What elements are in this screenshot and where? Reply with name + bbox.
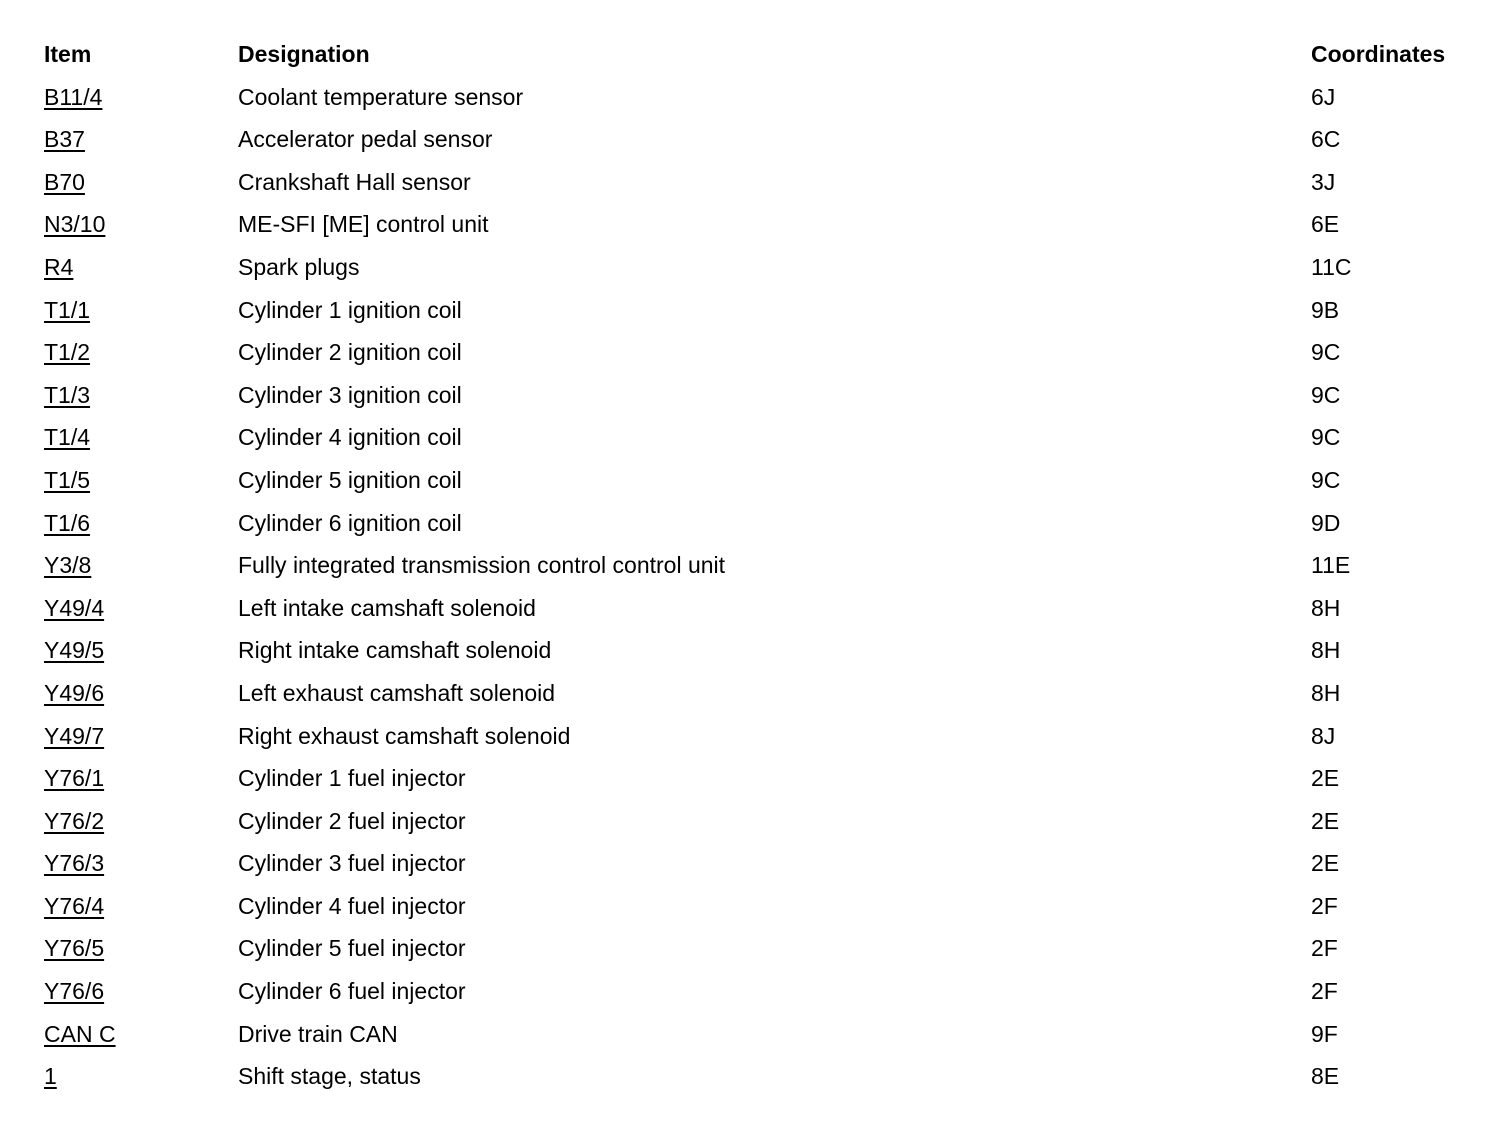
item-link[interactable]: CAN C xyxy=(44,1020,116,1047)
table-row xyxy=(44,757,1484,800)
table-row xyxy=(44,629,1484,672)
table-row xyxy=(44,161,1484,204)
designation-text: Cylinder 1 fuel injector xyxy=(238,765,466,792)
table-row xyxy=(44,1055,1484,1098)
designation-text: Left intake camshaft solenoid xyxy=(238,594,536,621)
coordinates-text: 8J xyxy=(1311,722,1336,749)
coordinates-text: 11C xyxy=(1311,253,1352,280)
coordinates-text: 9D xyxy=(1311,509,1341,536)
coordinates-text: 6E xyxy=(1311,211,1340,238)
item-link[interactable]: T1/3 xyxy=(44,381,91,408)
table-row xyxy=(44,1013,1484,1056)
coordinates-text: 8H xyxy=(1311,679,1341,706)
item-link[interactable]: B37 xyxy=(44,126,85,153)
designation-text: Cylinder 5 fuel injector xyxy=(238,935,466,962)
table-row xyxy=(44,118,1484,161)
item-link[interactable]: T1/6 xyxy=(44,509,91,536)
table-row xyxy=(44,842,1484,885)
table-row xyxy=(44,331,1484,374)
item-link[interactable]: Y49/4 xyxy=(44,594,105,621)
designation-text: Crankshaft Hall sensor xyxy=(238,168,471,195)
table-row xyxy=(44,289,1484,332)
item-link[interactable]: Y49/5 xyxy=(44,637,105,664)
header-designation: Designation xyxy=(238,41,370,67)
header-coordinates: Coordinates xyxy=(1311,41,1446,67)
coordinates-text: 2F xyxy=(1311,892,1338,919)
item-link[interactable]: Y76/1 xyxy=(44,765,105,792)
item-link[interactable]: Y76/4 xyxy=(44,892,105,919)
designation-text: Fully integrated transmission control control unit xyxy=(238,552,726,579)
designation-text: Cylinder 5 ignition coil xyxy=(238,466,462,493)
item-link[interactable]: B70 xyxy=(44,168,85,195)
designation-text: Right intake camshaft solenoid xyxy=(238,637,552,664)
table-row xyxy=(44,374,1484,417)
table-row xyxy=(44,587,1484,630)
item-link[interactable]: T1/1 xyxy=(44,296,91,323)
designation-text: Shift stage, status xyxy=(238,1063,421,1090)
designation-text: Cylinder 2 fuel injector xyxy=(238,807,466,834)
table-body xyxy=(44,76,1484,1098)
table-row xyxy=(44,927,1484,970)
coordinates-text: 6J xyxy=(1311,83,1336,110)
table-row xyxy=(44,203,1484,246)
item-link[interactable]: T1/4 xyxy=(44,424,91,451)
coordinates-text: 11E xyxy=(1311,552,1351,579)
designation-text: ME-SFI [ME] control unit xyxy=(238,211,489,238)
item-link[interactable]: Y76/3 xyxy=(44,850,105,877)
designation-text: Cylinder 2 ignition coil xyxy=(238,339,462,366)
designation-text: Accelerator pedal sensor xyxy=(238,126,493,153)
table-row xyxy=(44,76,1484,119)
table-row xyxy=(44,970,1484,1013)
table-header-row xyxy=(44,33,1484,76)
coordinates-text: 9F xyxy=(1311,1020,1338,1047)
coordinates-text: 6C xyxy=(1311,126,1341,153)
item-link[interactable]: Y3/8 xyxy=(44,552,92,579)
table-row xyxy=(44,544,1484,587)
table-row xyxy=(44,246,1484,289)
item-link[interactable]: Y76/2 xyxy=(44,807,105,834)
item-link[interactable]: Y76/6 xyxy=(44,978,105,1005)
item-link[interactable]: Y49/6 xyxy=(44,679,105,706)
coordinates-text: 2F xyxy=(1311,935,1338,962)
designation-text: Cylinder 4 fuel injector xyxy=(238,892,466,919)
designation-text: Spark plugs xyxy=(238,253,360,280)
table-row xyxy=(44,672,1484,715)
coordinates-text: 2E xyxy=(1311,807,1340,834)
designation-text: Cylinder 1 ignition coil xyxy=(238,296,462,323)
coordinates-text: 9C xyxy=(1311,424,1341,451)
coordinates-text: 9C xyxy=(1311,381,1341,408)
table-row xyxy=(44,885,1484,928)
coordinates-text: 2F xyxy=(1311,978,1338,1005)
designation-text: Coolant temperature sensor xyxy=(238,83,524,110)
coordinates-text: 2E xyxy=(1311,765,1340,792)
table-row xyxy=(44,800,1484,843)
item-link[interactable]: 1 xyxy=(44,1063,57,1090)
coordinates-text: 8H xyxy=(1311,637,1341,664)
table-row xyxy=(44,502,1484,545)
designation-text: Cylinder 6 ignition coil xyxy=(238,509,462,536)
item-link[interactable]: T1/2 xyxy=(44,339,91,366)
coordinates-text: 8H xyxy=(1311,594,1341,621)
header-item: Item xyxy=(44,41,92,67)
item-link[interactable]: N3/10 xyxy=(44,211,106,238)
table-row xyxy=(44,416,1484,459)
item-link[interactable]: R4 xyxy=(44,253,74,280)
designation-text: Right exhaust camshaft solenoid xyxy=(238,722,571,749)
item-link[interactable]: Y49/7 xyxy=(44,722,105,749)
coordinates-text: 3J xyxy=(1311,168,1336,195)
coordinates-text: 2E xyxy=(1311,850,1340,877)
coordinates-text: 8E xyxy=(1311,1063,1340,1090)
designation-text: Cylinder 3 fuel injector xyxy=(238,850,466,877)
item-link[interactable]: Y76/5 xyxy=(44,935,105,962)
designation-text: Cylinder 4 ignition coil xyxy=(238,424,462,451)
coordinates-text: 9C xyxy=(1311,466,1341,493)
designation-text: Drive train CAN xyxy=(238,1020,398,1047)
table-row xyxy=(44,459,1484,502)
item-link[interactable]: T1/5 xyxy=(44,466,91,493)
designation-text: Left exhaust camshaft solenoid xyxy=(238,679,556,706)
coordinates-text: 9C xyxy=(1311,339,1341,366)
designation-text: Cylinder 3 ignition coil xyxy=(238,381,462,408)
designation-text: Cylinder 6 fuel injector xyxy=(238,978,466,1005)
coordinates-text: 9B xyxy=(1311,296,1340,323)
item-link[interactable]: B11/4 xyxy=(44,83,103,110)
component-legend-table xyxy=(44,33,1484,1098)
table-row xyxy=(44,715,1484,758)
